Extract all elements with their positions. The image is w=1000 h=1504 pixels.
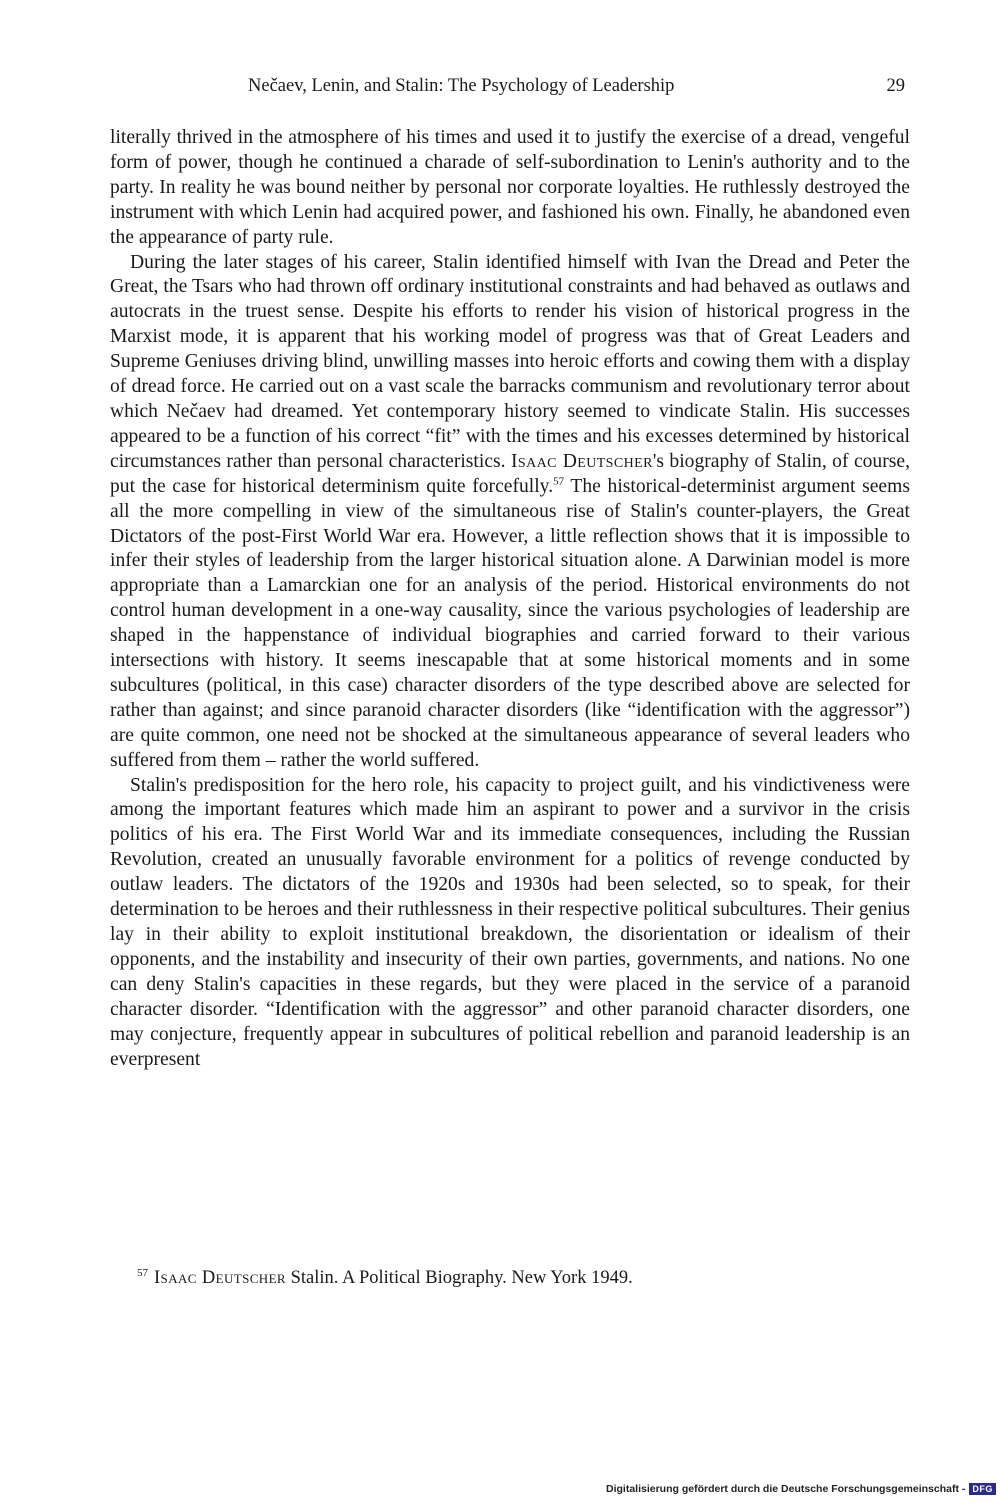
footnote-reference[interactable]: 57	[553, 475, 565, 488]
dfg-logo-icon: DFG	[969, 1483, 996, 1495]
paragraph-1: literally thrived in the atmosphere of his times and used it to justify the exercise of a dread, vengeful form of power, though he continued a charade of self-subordination to Lenin's authority and to the party. In reality he was bound neither by personal nor corporate loyalties. He ruthlessly destroyed the instrument with which Lenin had acquired power, and fashioned his own. Finally, he abandoned even the appearance of party rule.	[110, 127, 910, 248]
funding-notice	[606, 1483, 996, 1495]
running-header	[110, 76, 910, 102]
paragraph-2-part-1: During the later stages of his career, Stalin identified himself with Ivan the Dread and Peter the Great, the Tsars who had thrown off ordinary institutional constraints and had behaved as outlaws and autocrats in the truest sense. Despite his efforts to render his vision of historical progress in the Marxist mode, it is apparent that his working model of progress was that of Great Leaders and Supreme Geniuses driving blind, unwilling masses into heroic efforts and cowing them with a display of dread force. He carried out on a vast scale the barracks communism and revolutionary terror about which Nečaev had dreamed. Yet contemporary history seemed to vindicate Stalin. His successes appeared to be a function of his correct “fit” with the times and his excesses determined by historical circumstances rather than personal characteristics.	[110, 251, 910, 472]
body-text	[110, 126, 910, 1072]
paragraph-2	[110, 251, 910, 774]
paragraph-2-part-3: The historical-determinist argument seems all the more compelling in view of the simultaneous rise of Stalin's counter-players, the Great Dictators of the post-First World War era. However, a little reflection shows that it is impossible to infer their styles of leadership from the larger historical situation alone. A Darwinian model is more appropriate than a Lamarckian one for an analysis of the period. Historical environments do not control human development in a one-way causality, since the various psychologies of leadership are shaped in the happenstance of individual biographies and carried forward to their various intersections with history. It seems inescapable that at some historical moments and in some subcultures (political, in this case) character disorders of the type described above are selected for rather than against; and since paranoid character disorders (like “identification with the aggressor”) are quite common, one need not be shocked at the simultaneous appearance of several leaders who suffered from them – rather the world suffered.	[110, 475, 910, 771]
footnote	[137, 1266, 910, 1290]
author-name: Isaac Deutscher	[511, 450, 653, 472]
funding-notice-text: Digitalisierung gefördert durch die Deutsche Forschungsgemeinschaft -	[606, 1483, 966, 1495]
footnote-number: 57	[137, 1266, 148, 1279]
paragraph-2-part-2: 's biography of Stalin, of course, put the case for historical determinism quite forcefully.	[110, 450, 910, 497]
footnote-author: Isaac Deutscher	[154, 1268, 286, 1288]
running-title: Nečaev, Lenin, and Stalin: The Psychology of Leadership	[248, 76, 675, 96]
paragraph-3: Stalin's predisposition for the hero role, his capacity to project guilt, and his vindictiveness were among the important features which made him an aspirant to power and a survivor in the crisis politics of his era. The First World War and its immediate consequences, including the Russian Revolution, created an unusually favorable environment for a politics of revenge conducted by outlaw leaders. The dictators of the 1920s and 1930s had been selected, so to speak, for their determination to be heroes and their ruthlessness in their respective political subcultures. Their genius lay in their ability to exploit institutional breakdown, the disorientation or idealism of their opponents, and the instability and insecurity of their own parties, governments, and nations. No one can deny Stalin's capacities in these regards, but they were placed in the service of a paranoid character disorder. “Identification with the aggressor” and other paranoid character disorders, one may conjecture, frequently appear in subcultures of political rebellion and paranoid leadership is an everpresent	[110, 774, 910, 1070]
page-number: 29	[886, 76, 905, 96]
footnote-text: Stalin. A Political Biography. New York 1949.	[290, 1268, 633, 1288]
